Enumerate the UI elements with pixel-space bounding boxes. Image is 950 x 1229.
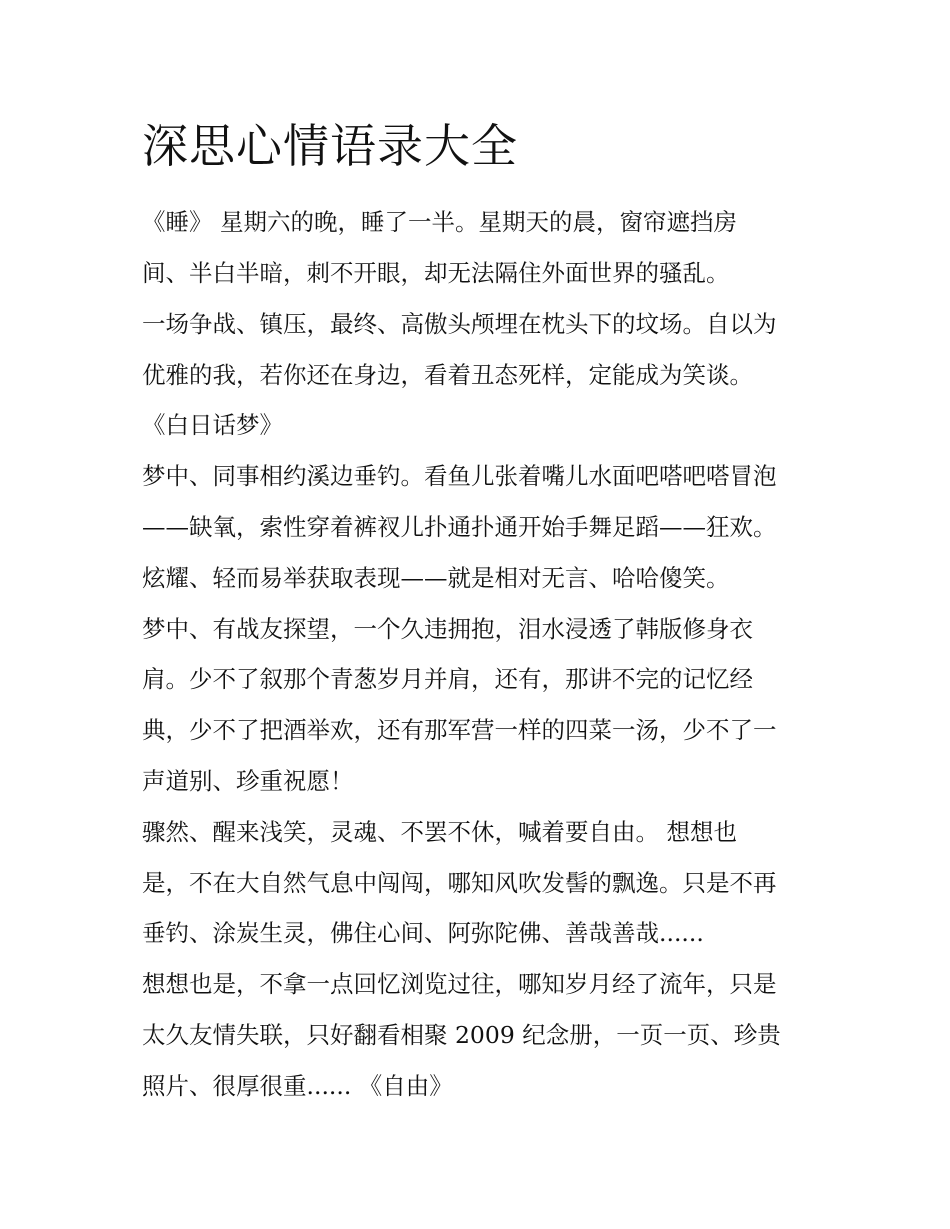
page-title: 深思心情语录大全 <box>142 119 518 173</box>
text-line-16: 想想也是，不拿一点回忆浏览过往，哪知岁月经了流年，只是 <box>142 970 777 998</box>
text-line-8: 炫耀、轻而易举获取表现——就是相对无言、哈哈傻笑。 <box>142 564 730 592</box>
text-line-14: 是，不在大自然气息中闯闯，哪知风吹发髻的飘逸。只是不再 <box>142 869 777 897</box>
text-line-9: 梦中、有战友探望，一个久违拥抱，泪水浸透了韩版修身衣 <box>142 615 753 643</box>
text-line-3: 一场争战、镇压，最终、高傲头颅埋在枕头下的坟场。自以为 <box>142 310 777 338</box>
text-line-4: 优雅的我，若你还在身边，看着丑态死样，定能成为笑谈。 <box>142 361 753 389</box>
section-heading-daydream: 《白日话梦》 <box>142 411 283 439</box>
text-line-10: 肩。少不了叙那个青葱岁月并肩，还有，那讲不完的记忆经 <box>142 665 753 693</box>
text-line-6: 梦中、同事相约溪边垂钓。看鱼儿张着嘴儿水面吧嗒吧嗒冒泡 <box>142 462 777 490</box>
text-line-17: 太久友情失联，只好翻看相聚 2009 纪念册，一页一页、珍贵 <box>142 1021 781 1049</box>
text-line-11: 典，少不了把酒举欢，还有那军营一样的四菜一汤，少不了一 <box>142 716 777 744</box>
text-line-12: 声道别、珍重祝愿！ <box>142 767 354 795</box>
text-line-2: 间、半白半暗，刺不开眼，却无法隔住外面世界的骚乱。 <box>142 259 730 287</box>
text-line-1: 《睡》 星期六的晚，睡了一半。星期天的晨，窗帘遮挡房 <box>142 208 737 236</box>
text-line-7: ——缺氧，索性穿着裤衩儿扑通扑通开始手舞足蹈——狂欢。 <box>142 513 777 541</box>
text-line-15: 垂钓、涂炭生灵，佛住心间、阿弥陀佛、善哉善哉...... <box>142 919 704 947</box>
text-line-18: 照片、很厚很重...... 《自由》 <box>142 1072 453 1100</box>
text-line-13: 骤然、醒来浅笑，灵魂、不罢不休，喊着要自由。 想想也 <box>142 818 737 846</box>
